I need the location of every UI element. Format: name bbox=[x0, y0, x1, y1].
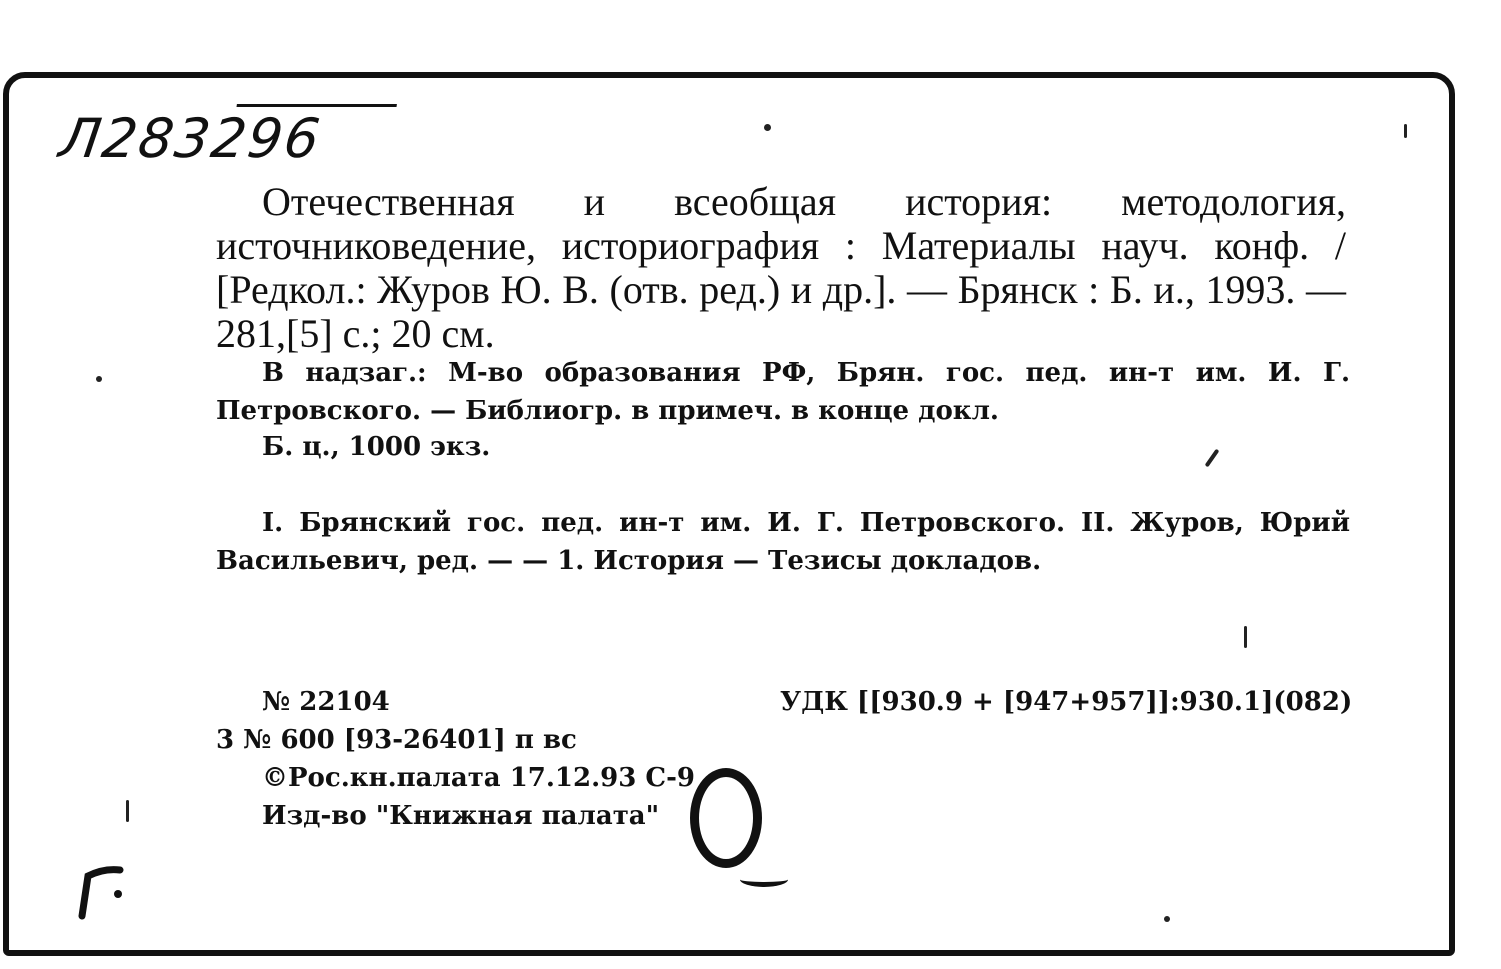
ink-speck bbox=[764, 124, 771, 131]
shelfmark-overline bbox=[236, 104, 396, 107]
handwritten-corner-mark bbox=[74, 866, 130, 920]
punched-hole-mark-tail bbox=[740, 872, 788, 887]
ink-mark bbox=[1404, 124, 1407, 138]
card-number: № 22104 bbox=[262, 687, 390, 717]
ink-speck bbox=[96, 376, 102, 382]
ink-speck bbox=[1164, 916, 1170, 922]
bibliographic-description: Отечественная и всеобщая история: методология, источниковедение, историография : Материалы науч. конф. / [Редкол.: Журов Ю. В. (отв. ред.) и др.]. — Брянск : Б. и., 1993. — 281,[5] с.; 20 см. bbox=[216, 179, 1346, 356]
header-note: В надзаг.: М-во образования РФ, Брян. гос. пед. ин-т им. И. Г. Петровского. — Библиогр. в примеч. в конце докл. bbox=[216, 358, 1350, 426]
order-line: 3 № 600 [93-26401] п вс bbox=[216, 725, 577, 755]
tracings: I. Брянский гос. пед. ин-т им. И. Г. Петровского. II. Журов, Юрий Васильевич, ред. — — 1. История — Тезисы докладов. bbox=[216, 508, 1350, 576]
ink-mark bbox=[126, 800, 129, 822]
shelfmark-text: Л283296 bbox=[55, 107, 326, 170]
publisher-line: Изд-во "Книжная палата" bbox=[262, 801, 660, 831]
udc-classification: УДК [[930.9 + [947+957]]:930.1](082) bbox=[780, 687, 1353, 717]
price-run-note: Б. ц., 1000 экз. bbox=[262, 432, 491, 462]
ink-mark bbox=[1244, 626, 1247, 648]
book-chamber-line: ©Рос.кн.палата 17.12.93 С-9 bbox=[262, 763, 695, 793]
punched-hole-mark bbox=[690, 768, 762, 868]
handwritten-shelfmark bbox=[55, 107, 326, 170]
